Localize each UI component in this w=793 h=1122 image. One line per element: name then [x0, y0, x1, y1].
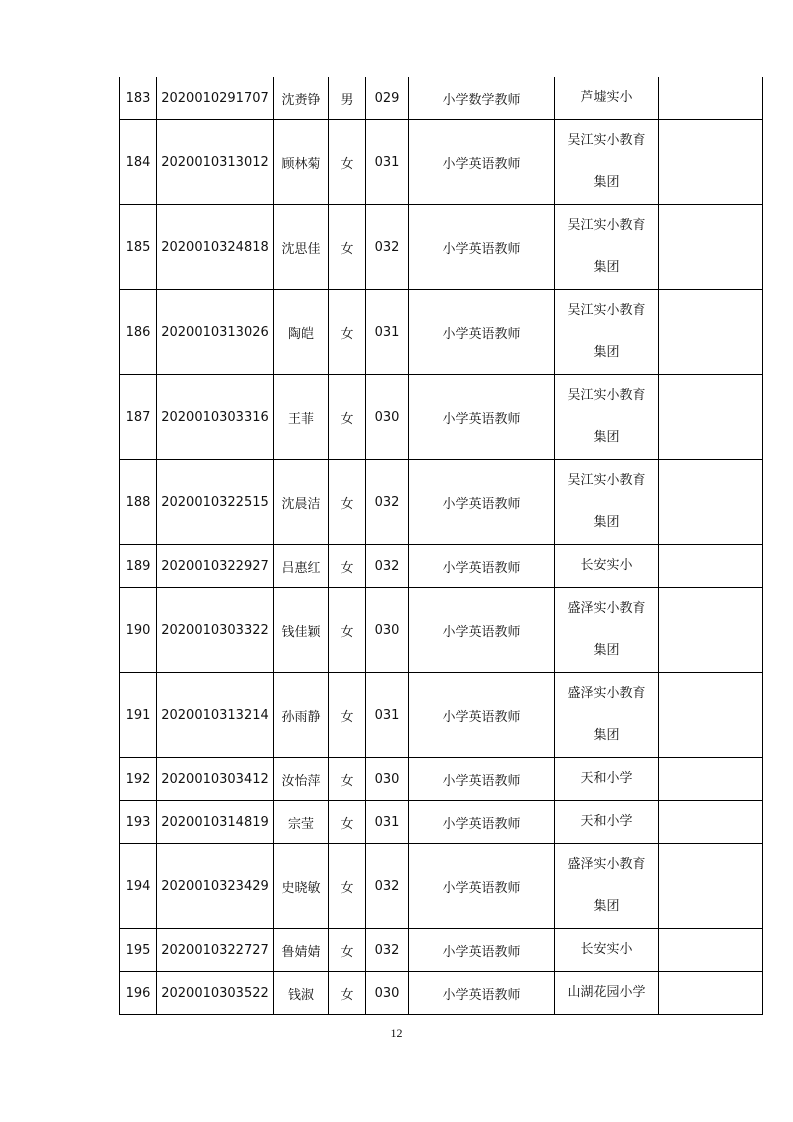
cell-name: 顾林菊	[274, 120, 329, 205]
cell-gender: 女	[329, 929, 366, 972]
cell-name: 钱淑	[274, 972, 329, 1015]
cell-post-code: 032	[366, 929, 409, 972]
cell-name: 沈赉铮	[274, 77, 329, 120]
cell-number: 183	[120, 77, 157, 120]
cell-gender: 男	[329, 77, 366, 120]
table-row	[120, 588, 763, 673]
page-number: 12	[390, 1026, 403, 1040]
cell-post: 小学英语教师	[409, 801, 555, 844]
cell-unit	[555, 929, 659, 972]
unit-line: 盛泽实小教育	[567, 686, 646, 701]
cell-post-code: 030	[366, 758, 409, 801]
unit-line: 集团	[593, 430, 620, 445]
cell-number: 185	[120, 205, 157, 290]
cell-post-code: 031	[366, 290, 409, 375]
cell-unit	[555, 545, 659, 588]
cell-name: 汝怡萍	[274, 758, 329, 801]
cell-gender: 女	[329, 545, 366, 588]
cell-exam-id: 2020010291707	[157, 77, 274, 120]
cell-post-code: 030	[366, 375, 409, 460]
cell-exam-id: 2020010303522	[157, 972, 274, 1015]
table-row	[120, 375, 763, 460]
cell-unit	[555, 972, 659, 1015]
cell-gender: 女	[329, 205, 366, 290]
cell-post: 小学数学教师	[409, 77, 555, 120]
cell-exam-id: 2020010322515	[157, 460, 274, 545]
unit-line: 集团	[593, 643, 620, 658]
cell-post-code: 032	[366, 545, 409, 588]
table-row	[120, 758, 763, 801]
cell-note	[659, 120, 763, 205]
cell-name: 沈晨洁	[274, 460, 329, 545]
cell-note	[659, 375, 763, 460]
table-row	[120, 205, 763, 290]
cell-exam-id: 2020010314819	[157, 801, 274, 844]
cell-post-code: 032	[366, 844, 409, 929]
cell-name: 宗莹	[274, 801, 329, 844]
cell-name: 鲁婧婧	[274, 929, 329, 972]
cell-note	[659, 972, 763, 1015]
cell-note	[659, 673, 763, 758]
cell-exam-id: 2020010324818	[157, 205, 274, 290]
unit-line: 吴江实小教育	[567, 388, 646, 403]
cell-post-code: 031	[366, 673, 409, 758]
cell-gender: 女	[329, 801, 366, 844]
table-row	[120, 844, 763, 929]
cell-post: 小学英语教师	[409, 375, 555, 460]
cell-post: 小学英语教师	[409, 205, 555, 290]
unit-line: 集团	[593, 899, 620, 914]
table-row	[120, 972, 763, 1015]
cell-gender: 女	[329, 290, 366, 375]
cell-number: 190	[120, 588, 157, 673]
unit-line: 集团	[593, 345, 620, 360]
cell-post-code: 031	[366, 801, 409, 844]
cell-exam-id: 2020010303322	[157, 588, 274, 673]
cell-post-code: 030	[366, 588, 409, 673]
table-body	[120, 77, 763, 1015]
table-row	[120, 673, 763, 758]
cell-exam-id: 2020010303316	[157, 375, 274, 460]
unit-line: 集团	[593, 175, 620, 190]
cell-unit	[555, 205, 659, 290]
cell-exam-id: 2020010313214	[157, 673, 274, 758]
cell-gender: 女	[329, 844, 366, 929]
cell-post-code: 032	[366, 460, 409, 545]
cell-number: 192	[120, 758, 157, 801]
cell-name: 陶皑	[274, 290, 329, 375]
cell-note	[659, 929, 763, 972]
cell-post-code: 032	[366, 205, 409, 290]
cell-unit	[555, 844, 659, 929]
unit-line: 集团	[593, 728, 620, 743]
table-row	[120, 801, 763, 844]
cell-gender: 女	[329, 758, 366, 801]
unit-line: 集团	[593, 515, 620, 530]
cell-gender: 女	[329, 673, 366, 758]
cell-number: 196	[120, 972, 157, 1015]
cell-note	[659, 290, 763, 375]
cell-note	[659, 205, 763, 290]
table-row	[120, 290, 763, 375]
cell-exam-id: 2020010313012	[157, 120, 274, 205]
cell-number: 194	[120, 844, 157, 929]
unit-line: 盛泽实小教育	[567, 601, 646, 616]
cell-post: 小学英语教师	[409, 588, 555, 673]
cell-post: 小学英语教师	[409, 972, 555, 1015]
unit-line: 集团	[593, 260, 620, 275]
cell-number: 191	[120, 673, 157, 758]
cell-gender: 女	[329, 460, 366, 545]
cell-post: 小学英语教师	[409, 545, 555, 588]
cell-exam-id: 2020010313026	[157, 290, 274, 375]
table-row	[120, 120, 763, 205]
cell-name: 沈思佳	[274, 205, 329, 290]
unit-line: 吴江实小教育	[567, 473, 646, 488]
cell-unit	[555, 460, 659, 545]
cell-name: 钱佳颖	[274, 588, 329, 673]
cell-name: 吕惠红	[274, 545, 329, 588]
cell-name: 史晓敏	[274, 844, 329, 929]
cell-unit	[555, 120, 659, 205]
cell-post-code: 029	[366, 77, 409, 120]
table-row	[120, 77, 763, 120]
unit-line: 吴江实小教育	[567, 218, 646, 233]
cell-note	[659, 77, 763, 120]
cell-unit	[555, 77, 659, 120]
cell-gender: 女	[329, 120, 366, 205]
cell-exam-id: 2020010323429	[157, 844, 274, 929]
cell-gender: 女	[329, 972, 366, 1015]
cell-note	[659, 588, 763, 673]
cell-unit	[555, 290, 659, 375]
cell-post: 小学英语教师	[409, 673, 555, 758]
unit-line: 长安实小	[580, 942, 633, 957]
table-row	[120, 929, 763, 972]
cell-note	[659, 545, 763, 588]
cell-number: 195	[120, 929, 157, 972]
table-row	[120, 460, 763, 545]
table-row	[120, 545, 763, 588]
cell-unit	[555, 588, 659, 673]
unit-line: 吴江实小教育	[567, 133, 646, 148]
cell-note	[659, 460, 763, 545]
cell-post-code: 030	[366, 972, 409, 1015]
cell-exam-id: 2020010322727	[157, 929, 274, 972]
unit-line: 长安实小	[580, 558, 633, 573]
cell-post: 小学英语教师	[409, 758, 555, 801]
cell-number: 188	[120, 460, 157, 545]
cell-name: 王菲	[274, 375, 329, 460]
cell-exam-id: 2020010322927	[157, 545, 274, 588]
unit-line: 天和小学	[580, 771, 633, 786]
unit-line: 吴江实小教育	[567, 303, 646, 318]
cell-number: 193	[120, 801, 157, 844]
cell-post: 小学英语教师	[409, 290, 555, 375]
cell-unit	[555, 801, 659, 844]
cell-unit	[555, 758, 659, 801]
cell-post: 小学英语教师	[409, 460, 555, 545]
cell-note	[659, 758, 763, 801]
cell-post-code: 031	[366, 120, 409, 205]
unit-line: 天和小学	[580, 814, 633, 829]
unit-line: 山湖花园小学	[567, 985, 646, 1000]
cell-unit	[555, 375, 659, 460]
cell-number: 189	[120, 545, 157, 588]
candidate-table	[119, 77, 763, 1015]
cell-post: 小学英语教师	[409, 844, 555, 929]
cell-post: 小学英语教师	[409, 929, 555, 972]
cell-post: 小学英语教师	[409, 120, 555, 205]
cell-number: 187	[120, 375, 157, 460]
cell-name: 孙雨静	[274, 673, 329, 758]
cell-number: 186	[120, 290, 157, 375]
cell-gender: 女	[329, 588, 366, 673]
cell-note	[659, 844, 763, 929]
cell-gender: 女	[329, 375, 366, 460]
cell-number: 184	[120, 120, 157, 205]
cell-unit	[555, 673, 659, 758]
cell-exam-id: 2020010303412	[157, 758, 274, 801]
unit-line: 盛泽实小教育	[567, 857, 646, 872]
unit-line: 芦墟实小	[580, 90, 633, 105]
cell-note	[659, 801, 763, 844]
